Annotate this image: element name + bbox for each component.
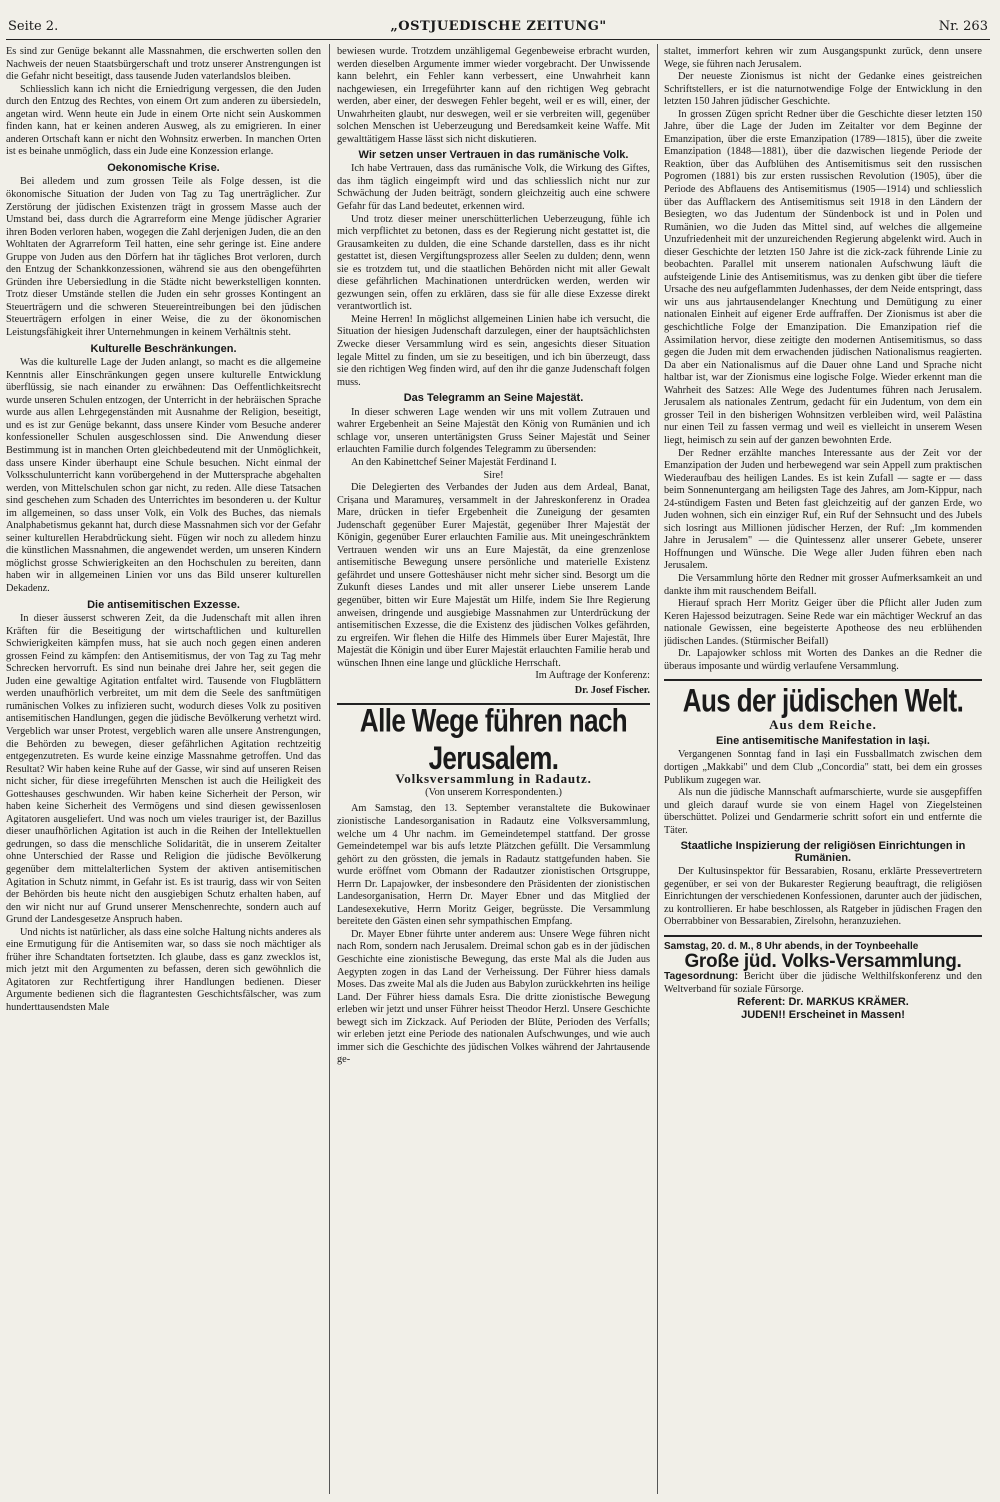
column-divider — [329, 44, 330, 1494]
signature-name: Dr. Josef Fischer. — [574, 684, 650, 696]
column-3 — [664, 46, 982, 1492]
section-heading: Eine antisemitische Manifestation in Iași. — [716, 734, 930, 747]
column-1 — [6, 46, 321, 1492]
event-advertisement — [664, 935, 982, 1021]
paragraph: In grossen Zügen spricht Redner über die Geschichte dieser letzten 150 Jahre, über die Lage der Juden im Zeitalter vor dem Beginne der Emanzipation, über die erste Emanzipation (1789—1815), über die zweite Emanzipation (1848—1881), über die dazwischen liegende Periode der Reaktion, über das Aufblühen des Antisemitismus seit den russischen Pogromen (1881) bis zur ersten russischen Revolution (1905), über die Periode des Abflauens des Antisemitismus (1905—1914) und schliesslich über das Aufflackern des Antisemitismus seit 1918 in den Ländern der Besiegten, wo das Judentum der Sündenbock ist und in Polen und Rumänien, wo die Juden das Mittel sind, auf welches die allgemeine Unzufriedenheit mit der unzureichenden Regierung abgelenkt wird. Auch in dieser Geschichte der letzten 150 Jahre ist die zick-zack führende Linie zu beobachten. Parallel mit unserem nationalen Aufschwung läuft die aufsteigende Linie des Antisemitismus, was zu denken gibt über die tiefere Ursache des neu aufgeflammten Judenhasses, der dem Neide entspringt, dass wir uns aus jahrtausendelanger Knechtung und Demütigung zu einer nationalen Einheit auf eigener Erde auffraffen. Der Zionismus ist aber die geschichtliche Folge der Emanzipation. Die Emanzipation rief die Assimilation hervor, diese zeitigte den modernen Antisemitismus, so dass gegen die Juden mit dem erwachenden jüdischen Nationalismus reagierten. Da aber ein Nationalismus auf die Dauer ohne Land und Sprache nicht haltbar ist, war der Zionismus eine logische Folge. Wieder erkennt man die Wahrheit des Satzes: Alle Wege des Judentumes führen nach Jerusalem. Jerusalem als nationales Zentrum, gedacht für ein Judentum, von dem ein grosser Teil in den bisherigen Wohnsitzen verbleiben wird, weil Palästina nur einen Teil zu fassen vermag und weil es vielleicht in unserem Wesen liegt, heimisch zu sein auf der ganzen bewohnten Erde. — [664, 108, 982, 446]
section-heading: Die antisemitischen Exzesse. — [87, 598, 240, 611]
paragraph: In dieser äusserst schweren Zeit, da die Judenschaft mit allen ihren Kräften für die Beseitigung der wirtschaftlichen und kulturellen Schwierigkeiten kämpfen muss, hat sie auch noch gegen einen anderen grossen Feind zu kämpfen: den Antisemitismus, der von Tag zu Tag mehr Schrecken hervorruft. Es sind nun beinahe drei Jahre her, seit gegen die Juden eine gewaltige Agitation entfaltet wird. Tausende von Flugblättern werden unaufhörlich verbreitet, um mit dem die Seele des sanftmütigen rumänischen Volkes zu infizieren sucht, wodurch dieses Volk zu positiven antisemitischen Handlungen, gegen die jüdische Bevölkerung verhetzt wird. Vergeblich war unser Protest, vergeblich waren alle unsere Anstrengungen, die Behörden zu bewegen, dieser gefährlichen Agitation rechtzeitig entgegenzutreten. Es wurde keine einzige Massnahme getroffen. Und das Resultat? Wir haben keine Ruhe auf der Gasse, wir sind auf unseren Reisen nicht sicher, für diese irregeführten Menschen ist auch die Heiligkeit des Gotteshauses geschwunden. Wir haben keine Sicherheit der Person, wir haben keine Sicherheit des Vermögens und sind diesen gewissenlosen Agitatoren ausgeliefert. Und was noch um vieles trauriger ist, der Bazillus dieser unaufhörlichen Agitation ist auch in die Reihen der Intellektuellen gedrungen, so dass die menschliche Solidarität, die in unserem Zeitalter ohne Unterschied der Rasse und Religion die jüdische Bevölkerung gegenüber dem mittelalterlichen System der aktiven antisemitischen Agitation in Schutz nimmt, in Gefahr ist. Es ist traurig, dass wir von Seiten der Behörden bis heute nicht den ausgiebigen Schutz erhalten haben, auf den wir nicht nur auf Grund unserer Menschenrechte, sondern auch auf Grund der Landesgesetze Anspruch haben. — [6, 613, 321, 926]
section-heading: Wir setzen unser Vertrauen in das rumänische Volk. — [358, 149, 629, 162]
paragraph: Und trotz dieser meiner unerschütterlichen Ueberzeugung, fühle ich mich verpflichtet zu betonen, dass es der Regierung nicht gestattet ist, die Grausamkeiten zu dulden, die eine Schande darstellen, dass es ihr nicht gestattet ist, diesen Vergiftungsprozess aller Seelen zu dulden; denn, wenn sie es trotzdem tut, und die staatlichen Behörden nicht mit aller Gewalt diese gefährlichen Machinationen unterdrücken werden, werden wir gezwungen sein, offen zu erklären, dass sie für alle diese Exzesse direkt verantwortlich ist. — [337, 213, 650, 313]
paragraph: Dr. Lapajowker schloss mit Worten des Dankes an die Redner die überaus imposante und würdig verlaufene Versammlung. — [664, 648, 982, 672]
event-call: JUDEN!! Erscheinet in Massen! — [741, 1008, 905, 1021]
paragraph: Hierauf sprach Herr Moritz Geiger über die Pflicht aller Juden zum Keren Hajessod beizutragen. Seine Rede war ein mächtiger Weckruf an das nationale Gewissen, eine begeisterte Apotheose des neu erblühenden jüdischen Landes. (Stürmischer Beifall) — [664, 598, 982, 647]
banner-headline: Aus der jüdischen Welt. — [682, 681, 964, 720]
signature-line: Im Auftrage der Konferenz: — [535, 670, 650, 682]
paragraph: Als nun die jüdische Mannschaft aufmarschierte, wurde sie ausgepfiffen und gleich darauf wurde sie von einem Hagel von Ziegelsteinen überschüttet. Polizei und Gendarmerie schritt sofort ein und entfernte die Täter. — [664, 787, 982, 836]
section-heading: Staatliche Inspizierung der religiösen Einrichtungen in Rumänien. — [680, 840, 966, 865]
issue-number: Nr. 263 — [938, 18, 988, 34]
correspondent-note: (Von unserem Korrespondenten.) — [425, 786, 562, 798]
event-agenda — [664, 971, 982, 996]
newspaper-title: „OSTJUEDISCHE ZEITUNG" — [390, 18, 607, 34]
agenda-text: Bericht über die jüdische Welthilfskonferenz und den Weltverband für soziale Fürsorge. — [664, 971, 982, 995]
paragraph: Der neueste Zionismus ist nicht der Gedanke eines geistreichen Schriftstellers, er ist die naturnotwendige Folge der Entwicklung in den letzten 150 Jahren jüdischer Geschichte. — [664, 71, 982, 108]
paragraph: Was die kulturelle Lage der Juden anlangt, so macht es die allgemeine Kenntnis aller Einschränkungen gegen unsere kulturelle Entwicklung überflüssig, sie nach einander zu erwähnen: Das Oeffentlichkeitsrecht wurde unseren Schulen entzogen, der Unterricht in der hebräischen Sprache wurde aus allen Lehrgegenständen mit Ausnahme der Religion, beseitigt, und es ist zur Genüge bekannt, dass unsere Kinder vom Besuche anderer konfessioneller Schulen ausgeschlossen sind. Die Anwendung dieser Bestimmung ist in manchen Orten gleichbedeutend mit der Unmöglichkeit, dass unsere Kinder überhaupt eine Schule besuchen. Nicht einmal der Volksschulunterricht kann vorübergehend in der Muttersprache abgehalten werden, von Mittelschulen schon gar nicht, zu reden. Alle diese Tatsachen sind geschehen zum Schaden des Unterrichtes im besonderen u. der Kultur im allgemeinen, so dass unser Volk, ein Volk des Buches, das niemals Analphabetismus gekannt hat, durch diese Massnahmen sich vor der Gefahr seiner kulturellen Herabdrückung sieht. Fügen wir noch zu alledem hinzu die künstlichen Massnahmen, die angewendet werden, um unseren Kindern möglichst grosse Schwierigkeiten an den Hochschulen zu bereiten, dann haben wir in allgemeinen Linien vor uns das Bild unserer kulturellen Dekadenz. — [6, 357, 321, 594]
header-rule — [6, 39, 990, 40]
paragraph: Bei alledem und zum grossen Teile als Folge dessen, ist die ökonomische Situation der Juden von Tag zu Tag unerträglicher. Zur Zerstörung der jüdischen Existenzen trägt in grossem Masse auch der Umstand bei, dass durch die Agrarreform eine Menge jüdischer Agrarier ihren Boden verloren haben, wogegen die Zahl derjenigen Juden, die an den Wohltaten der Agrarreform Teil hatten, eine sehr geringe ist. Eine andere Gruppe von Juden aus den Dörfern hat ihr tägliches Brot verloren, durch den Entzug der Schankkonzessionen, während sie aus den obengeführten Gründen ihre Uebersiedlung in die Städte nicht bewerkstelligen konnten. Trotz dieser Umstände stellen die Juden ein sehr grosses Kontingent an Steuerträgern und die schweren Steuereintreibungen bei den jüdischen Steuerträgern erfolgen in einer Weise, die zu der ökonomischen Leistungsfähigkeit ihrer Unternehmungen in keinem Verhältnis steht. — [6, 176, 321, 339]
page-number: Seite 2. — [8, 18, 59, 34]
paragraph: Dr. Mayer Ebner führte unter anderem aus: Unsere Wege führen nicht nach Rom, sondern nach Jerusalem. Dreimal schon gab es in der jüdischen Geschichte eine zionistische Bewegung, das erste Mal als die Juden aus Aegypten zogen in das Land der Verheissung. Der Führer hiess damals Moses. Das zweite Mal als die Juden aus Babylon zurückkehrten ins heilige Land. Der Führer hiess damals Esra. Die dritte zionistische Bewegung erleben wir jetzt und unser Führer heisst Theodor Herzl. Unsere Geschichte bewegt sich im Zickzack. Auf Perioden der Blüte, Perioden des Verfalls; wir erleben jetzt eine Periode des nationalen Aufschwunges, und wie auch immer sich die Geschichte des jüdischen Volkes während der Jahrtausende ge- — [337, 928, 650, 1066]
paragraph: Meine Herren! In möglichst allgemeinen Linien habe ich versucht, die Situation der hiesigen Judenschaft darzulegen, einer der hauptsächlichsten Zwecke dieser Versammlung wird es sein, angesichts dieser Situation legale Mittel zu finden, um sie zu beseitigen, und ich bin überzeugt, dass sie den richtigen Weg finden wird, auf den ihr die ganze Judenschaft folgen muss. — [337, 313, 650, 388]
paragraph: Ich habe Vertrauen, dass das rumänische Volk, die Wirkung des Giftes, das ihm täglich eingeimpft wird und das schliesslich nicht nur zur Schwächung der Juden beiträgt, sondern gleichzeitig auch eine schwere Gefahr für das Land bedeutet, erkennen wird. — [337, 163, 650, 213]
paragraph: Der Kultusinspektor für Bessarabien, Rosanu, erklärte Pressevertretern gegenüber, er sei von der Bukarester Regierung beauftragt, die religiösen Einrichtungen der verschiedenen Konfessionen, darunter auch der jüdischen, zu kontrollieren. Er habe beschlossen, als Ratgeber in jüdischen Fragen den Oberrabbiner von Bessarabien, Zirelsohn, heranzuziehen. — [664, 866, 982, 928]
paragraph: bewiesen wurde. Trotzdem unzähligemal Gegenbeweise erbracht wurden, werden dieselben Argumente immer wieder vorgebracht. Der Unwissende kann belehrt, ein Fehler kann verbessert, eine Unwahrheit kann nachgewiesen, ein Irregeführter kann auf den richtigen Weg gebracht werden, aber einer, der deswegen Fehler begeht, weil er es will, einer, der Unwahrheiten glaubt, nur deswegen, weil er sie verbreiten will, gegenüber solchen Menschen ist Ueberzeugung und Beredsamkeit keine Waffe. Mit gewalttätigem Hasse lässt sich nicht diskutieren. — [337, 46, 650, 145]
paragraph: staltet, immerfort kehren wir zum Ausgangspunkt zurück, denn unsere Wege, sie führen nach Jerusalem. — [664, 46, 982, 70]
column-2 — [337, 46, 650, 1492]
paragraph: Am Samstag, den 13. September veranstaltete die Bukowinaer zionistische Landesorganisation in Radautz eine Volksversammlung, welche um 4 Uhr nachm. im Gemeindetempel stattfand. Der grosse Gemeindetempel war bis aufs letzte Plätzchen gefüllt. Die Versammlung gehört zu den grössten, die jemals in Radautz stattgefunden haben. Sie wurde eröffnet vom Obmann der Radautzer zionistischen Ortsgruppe, Herrn Dr. Lapajowker, der insbesondere den Präsidenten der zionistischen Landesorganisation, Herrn Dr. Mayer Ebner und das Mitglied der Landesexekutive, Herrn Moritz Geiger, begrüsste. Die Versammlung bereitete den Gästen einen sehr sympathischen Empfang. — [337, 803, 650, 928]
banner-subheadline: Volksversammlung in Radautz. — [395, 771, 592, 787]
section-heading: Oekonomische Krise. — [107, 161, 220, 174]
paragraph: In dieser schweren Lage wenden wir uns mit vollem Zutrauen und wahrer Ergebenheit an Seine Majestät den König von Rumänien und ich schlage vor, unseren untertänigsten Gruss Seiner Majestät und Seiner erlauchten Familie durch folgendes Telegramm zu übersenden: — [337, 406, 650, 456]
paragraph: Die Versammlung hörte den Redner mit grosser Aufmerksamkeit an und dankte ihm mit rauschendem Beifall. — [664, 572, 982, 597]
event-speaker: Referent: Dr. MARKUS KRÄMER. — [737, 996, 909, 1009]
paragraph: Der Redner erzählte manches Interessante aus der Zeit vor der Emanzipation der Juden und herbewegend war sein Appell zum praktischen Wiederaufbau des heiligen Landes. Es ist kein Zufall — sagte er — dass beim Sonnenuntergang am heiligsten Tage des Jahres, am Jom-Kippur, nach 24-stündigem Fasten und Beten fast gleichzeitig auf der ganzen Erde, wo Juden wohnen, sich ein einziger Ruf, ein Ruf der Sehnsucht und des Jubels sich losringt aus Millionen jüdischer Herzen, der Ruf: „Im kommenden Jahre in Jerusalem" — die Quintessenz aller unserer Gebete, unserer Hoffnungen und Wünsche. Die Wege aller Juden führen eben nach Jerusalem. — [664, 447, 982, 572]
salutation: Sire! — [483, 469, 504, 481]
paragraph: Vergangenen Sonntag fand in Iași ein Fussballmatch zwischen dem dortigen „Makkabi" und dem Club „Concordia" statt, bei dem ein grosses Publikum zugegen war. — [664, 749, 982, 786]
event-time: Samstag, 20. d. M., 8 Uhr abends, in der Toynbeehalle — [664, 941, 919, 952]
agenda-label: Tagesordnung: — [664, 971, 739, 983]
paragraph: An den Kabinettchef Seiner Majestät Ferdinand I. — [351, 456, 557, 468]
paragraph: Die Delegierten des Verbandes der Juden aus dem Ardeal, Banat, Crișana und Maramureș, versammelt in der Jahreskonferenz in Oradea Mare, drücken in tiefer Ergebenheit die Zuneigung der gesamten Judenschaft gegenüber Eurer Majestät, gegenüber Ihrer Majestät der Königin, gegenüber Eurer erlauchten Familie aus. Mit uneingeschränktem Vertrauen wenden wir uns an Eure Majestät, da eine grenzenlose antisemitische Bewegung unsere persönliche und materielle Existenz gefährdet und unsere Gotteshäuser nicht mehr sicher sind. Besorgt um die Zukunft dieses Landes und mit aller unserer Liebe unserem Lande gegenüber, bitten wir Eure Majestät um Hilfe, indem Sie Ihre Regierung anweisen, dringende und ausgiebige Massnahmen zur Unterdrückung der antisemitischen Exzesse, die die Existenz des jüdischen Volkes gefährden, zu ergreifen. Wir flehen die Hilfe des Himmels über Eurer Majestät, Ihre Majestät die Königin und über Eurer Majestät erlauchten Familie herab und wünschen Ihnen eine lange und glückliche Herrschaft. — [337, 482, 650, 669]
section-heading: Das Telegramm an Seine Majestät. — [403, 392, 584, 405]
section-banner — [664, 679, 982, 720]
event-title: Große jüd. Volks-Versammlung. — [684, 950, 962, 972]
banner-headline: Alle Wege führen nach Jerusalem. — [359, 701, 628, 777]
section-subheadline: Aus dem Reiche. — [769, 717, 877, 733]
column-divider — [657, 44, 658, 1494]
section-heading: Kulturelle Beschränkungen. — [90, 342, 237, 355]
paragraph: Es sind zur Genüge bekannt alle Massnahmen, die erschwerten sollen den Nachweis der neuen Staatsbürgerschaft und trotz unserer Anstrengungen ist die Gefahr nicht beseitigt, dass tausende Juden vaterlandslos bleiben. — [6, 46, 321, 83]
paragraph: Schliesslich kann ich nicht die Erniedrigung vergessen, die den Juden durch den Entzug des Rechtes, von einem Ort zum anderen zu übersiedeln, angetan wird. Wenn heute ein Jude in einem Orte nicht sein Auskommen finden kann, hat er keinen anderen Ausweg, als zu emigrieren. In einer anderen Ortschaft kann er nicht den Wohnsitz erwerben. In manchen Orten ist es beinahe unmöglich, dass ein Jude eine Konzession erlange. — [6, 83, 321, 158]
article-banner — [337, 703, 650, 799]
paragraph: Und nichts ist natürlicher, als dass eine solche Haltung nichts anderes als eine Ermutigung für die Antisemiten war, so dass sie noch mächtiger als früher ihre Schandtaten fortsetzten. Ich glaube, dass es ganz zwecklos ist, mich jetzt mit den Argumenten zu befassen, deren sich gewöhnlich die Agitatoren zur Rechtfertigung ihrer Handlungen bedienen. Dieser Argumente bedienen sich die flagrantesten Geschichtsfälscher, was zum hunderttausendsten Male — [6, 926, 321, 1014]
page-header — [8, 16, 988, 36]
